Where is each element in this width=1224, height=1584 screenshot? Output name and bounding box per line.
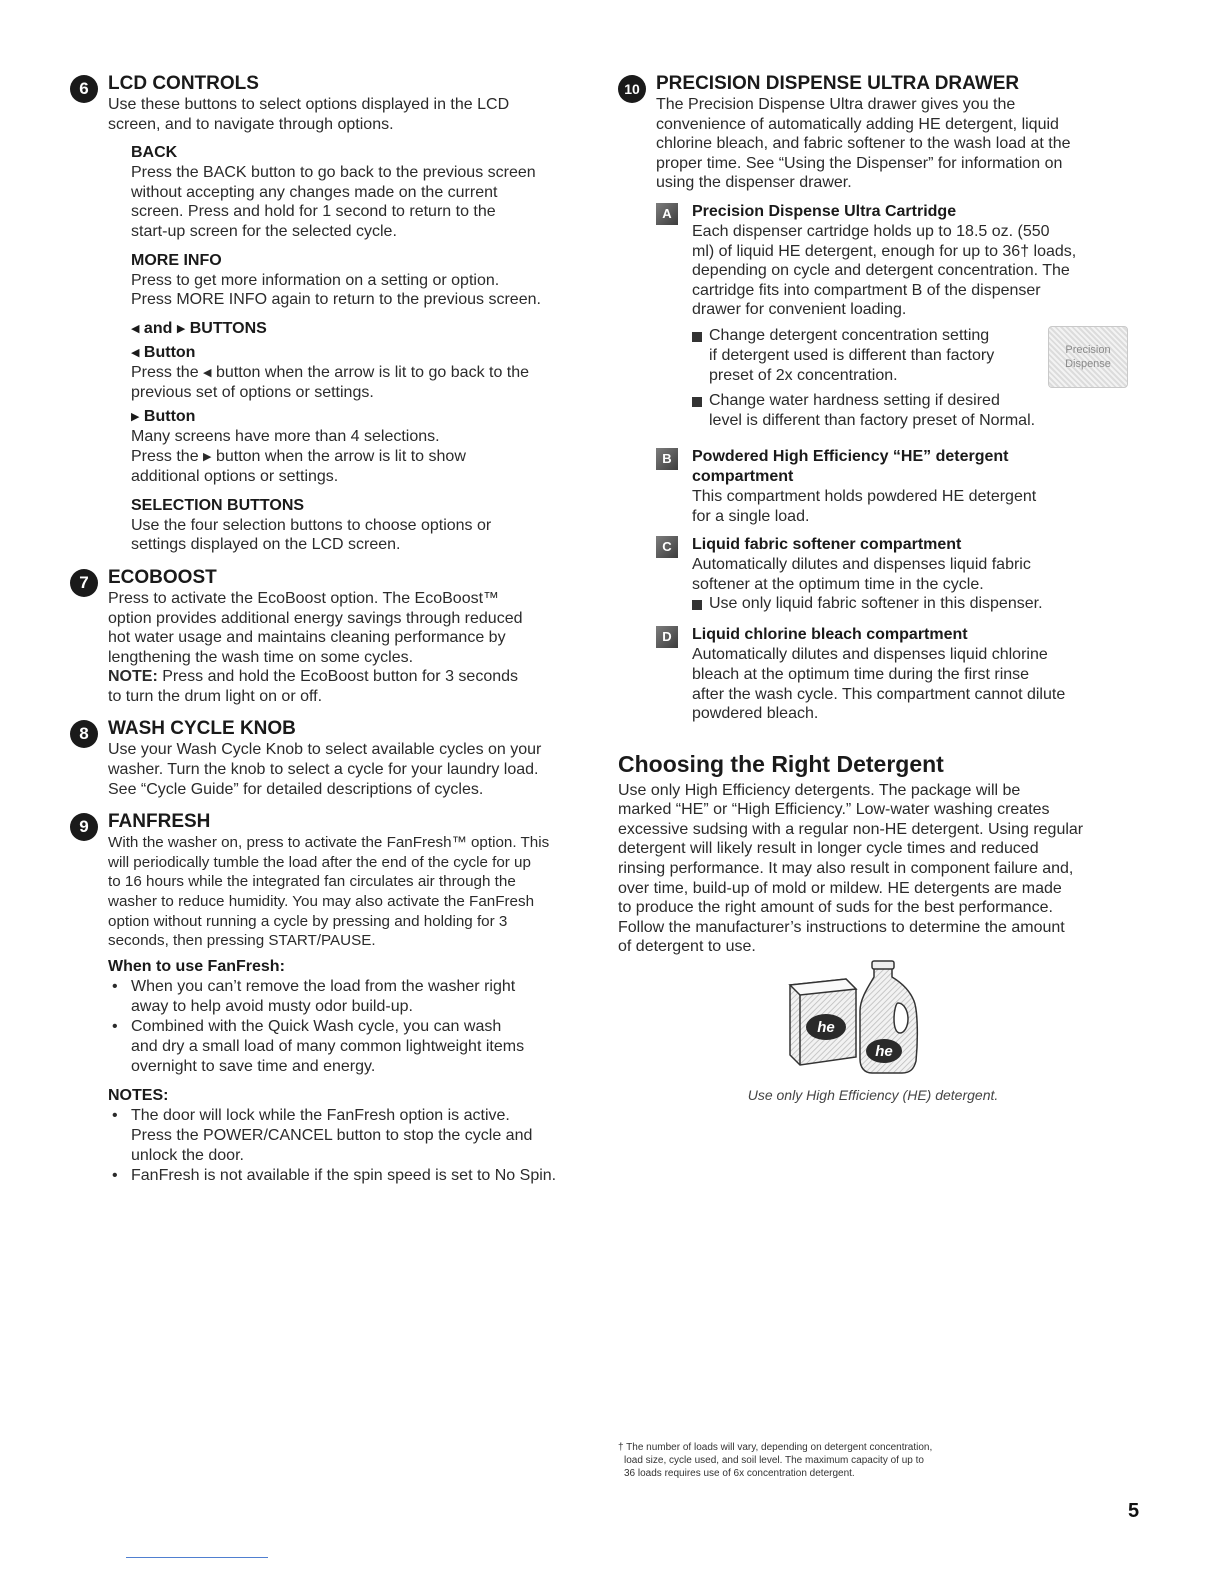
body-line: Press MORE INFO again to return to the previous screen.	[131, 291, 541, 309]
right-arrow-icon: ▶	[131, 410, 140, 423]
he-logo-text-box: he	[817, 1019, 835, 1037]
body-line: chlorine bleach, and fabric softener to the wash load at the	[656, 135, 1071, 153]
item-title: compartment	[692, 467, 794, 485]
body-line: Use your Wash Cycle Knob to select available cycles on your	[108, 741, 542, 759]
left-column	[70, 70, 600, 1186]
body-line: of detergent to use.	[618, 938, 756, 956]
body-line: to produce the right amount of suds for the best performance.	[618, 899, 1053, 917]
subhead-right-button: ▶ Button	[131, 407, 196, 425]
section-number-badge: 7	[70, 569, 98, 597]
section-number-badge: 10	[618, 75, 646, 103]
item-chlorine-bleach	[656, 625, 1148, 723]
section-number-badge: 9	[70, 813, 98, 841]
body-line: cartridge fits into compartment B of the dispenser	[692, 281, 1041, 299]
he-detergent-icon	[786, 959, 936, 1079]
note-line: NOTE: Press and hold the EcoBoost button for 3 seconds	[108, 668, 519, 686]
list-item: • The door will lock while the FanFresh option is active. Press the POWER/CANCEL button to stop the cycle and unlock the door.	[108, 1106, 600, 1166]
letter-badge: C	[656, 536, 678, 558]
body-line: using the dispenser drawer.	[656, 174, 852, 192]
body-line: for a single load.	[692, 507, 810, 525]
letter-badge: A	[656, 203, 678, 225]
he-detergent-illustration	[786, 959, 936, 1079]
body-line: Press to get more information on a setting or option.	[131, 271, 500, 289]
body-line: marked “HE” or “High Efficiency.” Low-water washing creates	[618, 801, 1050, 819]
subhead-left-button: ◀ Button	[131, 343, 196, 361]
item-fabric-softener	[656, 535, 1148, 614]
body-line: additional options or settings.	[131, 468, 339, 486]
body-line: option without running a cycle by pressing and holding for 3	[108, 912, 508, 930]
item-title: Liquid chlorine bleach compartment	[692, 626, 968, 644]
subhead: BACK	[131, 144, 178, 162]
section-heading: Choosing the Right Detergent	[618, 750, 944, 777]
body-line: With the washer on, press to activate the FanFresh™ option. This	[108, 834, 550, 852]
section-title: FANFRESH	[108, 811, 211, 833]
list-item: Change detergent concentration setting if detergent used is different than factory preset of 2x concentration.	[692, 326, 1148, 386]
left-arrow-icon: ◀	[131, 322, 140, 335]
right-arrow-icon: ▶	[203, 450, 212, 463]
body-line: bleach at the optimum time during the first rinse	[692, 665, 1030, 683]
he-logo-text-bottle: he	[875, 1043, 893, 1061]
body-line: The Precision Dispense Ultra drawer gives you the	[656, 96, 1016, 113]
body-line: rinsing performance. It may also result in component failure and,	[618, 860, 1074, 878]
body-line: seconds, then pressing START/PAUSE.	[108, 932, 376, 950]
item-title: Liquid fabric softener compartment	[692, 536, 962, 554]
body-line: convenience of automatically adding HE detergent, liquid	[656, 115, 1059, 133]
section-precision-dispense	[618, 73, 1148, 724]
item-cartridge	[656, 202, 1148, 431]
body-line: settings displayed on the LCD screen.	[131, 536, 401, 554]
section-ecoboost	[70, 567, 600, 707]
left-arrow-icon: ◀	[131, 346, 140, 359]
body-line: softener at the optimum time in the cycle.	[692, 575, 984, 593]
body-line: after the wash cycle. This compartment cannot dilute	[692, 685, 1066, 703]
body-line: ml) of liquid HE detergent, enough for up to 36† loads,	[692, 242, 1077, 260]
footnote-line: 36 loads requires use of 6x concentration detergent.	[624, 1468, 855, 1479]
bottom-rule	[126, 1557, 268, 1558]
list-item: Change water hardness setting if desired level is different than factory preset of Normal.	[692, 391, 1148, 431]
letter-badge: D	[656, 626, 678, 648]
fanfresh-details	[70, 957, 600, 1186]
body-line: over time, build-up of mold or mildew. HE detergents are made	[618, 879, 1062, 897]
precision-dispense-button-image: Precision Dispense	[1048, 326, 1128, 388]
page-number: 5	[1128, 1500, 1140, 1522]
body-line: Use the four selection buttons to choose options or	[131, 516, 492, 534]
body-line: Follow the manufacturer’s instructions to determine the amount	[618, 918, 1065, 936]
section-title: ECOBOOST	[108, 566, 217, 588]
letter-badge: B	[656, 448, 678, 470]
subsection-back	[108, 143, 600, 555]
body-line: Press the ◀ button when the arrow is lit to go back to the	[131, 363, 600, 384]
body-line: screen. Press and hold for 1 second to return to the	[131, 203, 496, 221]
when-list	[108, 977, 600, 1077]
body-line: Press to activate the EcoBoost option. The EcoBoost™	[108, 589, 500, 607]
body-line: See “Cycle Guide” for detailed descriptions of cycles.	[108, 780, 484, 798]
body-line: drawer for convenient loading.	[692, 301, 907, 319]
body-line: screen, and to navigate through options.	[108, 115, 394, 133]
footnote-line: load size, cycle used, and soil level. The maximum capacity of up to	[624, 1455, 924, 1466]
body-line: excessive sudsing with a regular non-HE detergent. Using regular	[618, 820, 1084, 838]
section-number-badge: 8	[70, 720, 98, 748]
subhead: NOTES:	[108, 1086, 169, 1104]
body-line: to 16 hours while the integrated fan circulates air through the	[108, 873, 516, 891]
cartridge-bullets	[692, 326, 1148, 431]
body-line: Press the BACK button to go back to the previous screen	[131, 164, 536, 182]
body-line: washer. Turn the knob to select a cycle for your laundry load.	[108, 761, 539, 779]
item-powdered-detergent	[656, 447, 1148, 526]
body-line: detergent will likely result in longer cycle times and reduced	[618, 840, 1039, 858]
body-line: proper time. See “Using the Dispenser” for information on	[656, 154, 1063, 172]
section-fanfresh	[70, 811, 600, 951]
body-line: depending on cycle and detergent concentration. The	[692, 262, 1070, 280]
footnote	[618, 1441, 1008, 1480]
body-line: Many screens have more than 4 selections.	[131, 427, 440, 445]
item-title: Precision Dispense Ultra Cartridge	[692, 202, 957, 220]
body-line: Use only High Efficiency detergents. The package will be	[618, 781, 1021, 799]
body-line: start-up screen for the selected cycle.	[131, 222, 397, 240]
section-title: PRECISION DISPENSE ULTRA DRAWER	[656, 73, 1020, 94]
body-line: hot water usage and maintains cleaning performance by	[108, 629, 506, 647]
body-line: powdered bleach.	[692, 705, 819, 723]
subhead: When to use FanFresh:	[108, 957, 285, 975]
left-arrow-icon: ◀	[203, 366, 212, 379]
section-title: WASH CYCLE KNOB	[108, 718, 296, 740]
body-line: washer to reduce humidity. You may also activate the FanFresh	[108, 893, 535, 911]
illustration-caption: Use only High Efficiency (HE) detergent.	[747, 1087, 999, 1104]
list-item: • FanFresh is not available if the spin speed is set to No Spin.	[108, 1166, 600, 1186]
footnote-line: † The number of loads will vary, depending on detergent concentration,	[618, 1442, 933, 1453]
subhead: SELECTION BUTTONS	[131, 496, 305, 514]
right-column	[618, 70, 1148, 1103]
section-title: LCD CONTROLS	[108, 73, 259, 94]
subhead: MORE INFO	[131, 251, 222, 269]
body-line: Press the ▶ button when the arrow is lit to show	[131, 447, 600, 468]
section-number-badge: 6	[70, 75, 98, 103]
section-wash-cycle-knob	[70, 718, 600, 799]
body-line: This compartment holds powdered HE detergent	[692, 487, 1037, 505]
list-item: Use only liquid fabric softener in this dispenser.	[692, 594, 1148, 614]
body-line: Automatically dilutes and dispenses liquid fabric	[692, 556, 1031, 574]
section-lcd-controls	[70, 73, 600, 555]
body-line: without accepting any changes made on the current	[131, 183, 498, 201]
list-item: • Combined with the Quick Wash cycle, you can wash and dry a small load of many common lightweight items overnight to save time and energy.	[108, 1017, 600, 1077]
notes-list	[108, 1106, 600, 1186]
item-title: Powdered High Efficiency “HE” detergent	[692, 447, 1009, 465]
body-line: option provides additional energy savings through reduced	[108, 609, 523, 627]
subhead-arrow-buttons: ◀ and ▶ BUTTONS	[131, 319, 267, 337]
section-choosing-detergent	[618, 750, 1148, 1103]
body-line: to turn the drum light on or off.	[108, 687, 323, 705]
square-list	[692, 594, 1148, 614]
body-line: will periodically tumble the load after the end of the cycle for up	[108, 853, 531, 871]
body-line: Use these buttons to select options displayed in the LCD	[108, 96, 510, 113]
right-arrow-icon: ▶	[176, 322, 186, 335]
body-line: Each dispenser cartridge holds up to 18.5 oz. (550	[692, 222, 1050, 240]
body-line: Automatically dilutes and dispenses liquid chlorine	[692, 646, 1048, 664]
list-item: • When you can’t remove the load from the washer right away to help avoid musty odor build-up.	[108, 977, 600, 1017]
body-line: previous set of options or settings.	[131, 384, 374, 402]
body-line: lengthening the wash time on some cycles.	[108, 648, 414, 666]
